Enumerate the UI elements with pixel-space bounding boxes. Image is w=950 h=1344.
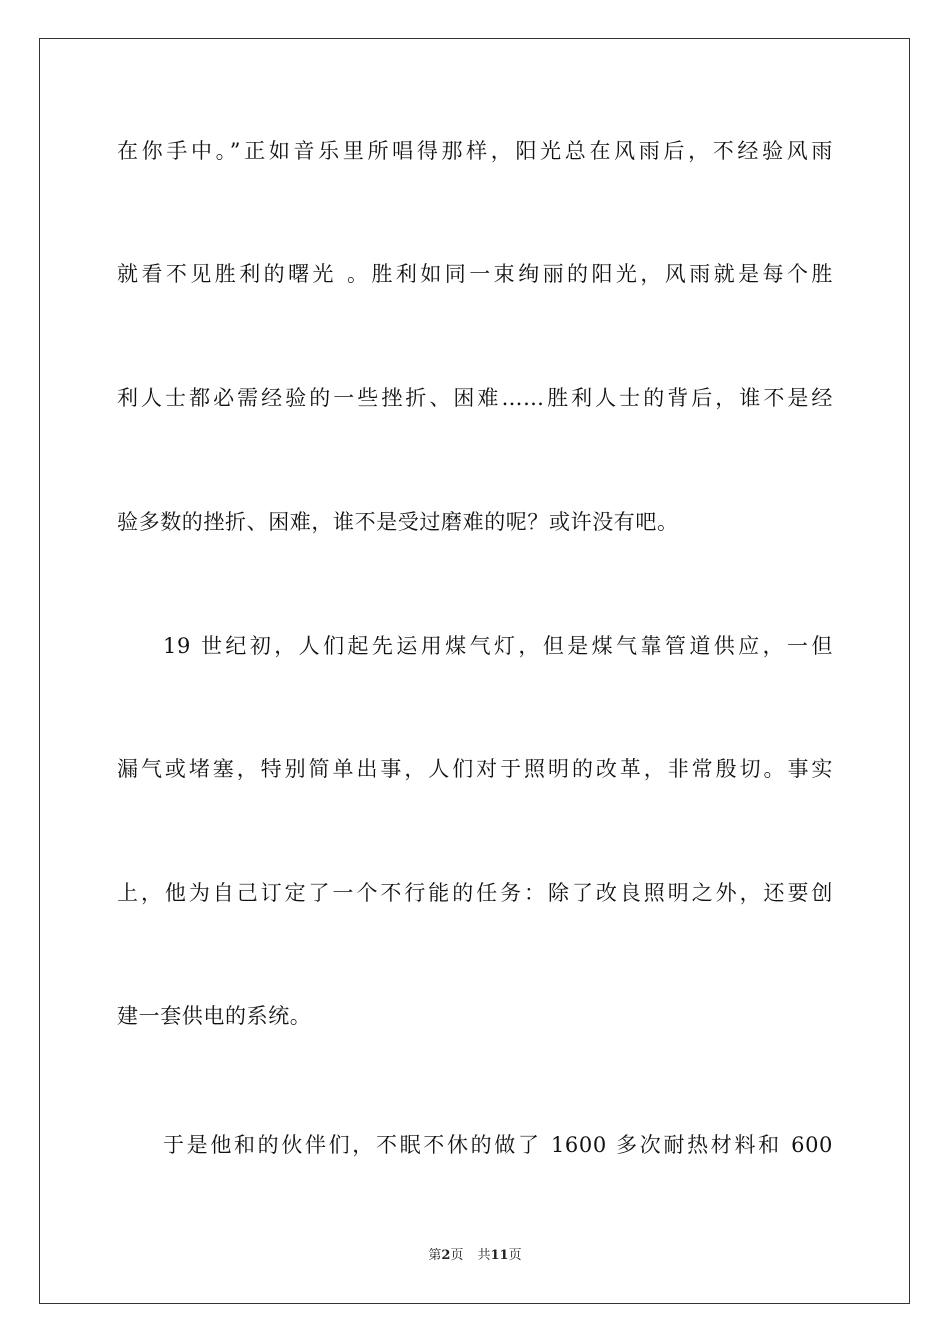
total-pages: 11 — [490, 1248, 509, 1263]
body-text-line: 漏气或堵塞，特别简单出事，人们对于照明的改革，非常殷切。事实 — [117, 757, 833, 781]
body-text-line: 验多数的挫折、困难，谁不是受过磨难的呢？或许没有吧。 — [117, 510, 679, 534]
page-footer — [0, 1247, 950, 1265]
body-text-line: 建一套供电的系统。 — [117, 1004, 312, 1028]
total-prefix: 共 — [477, 1248, 491, 1263]
body-text-line: 就看不见胜利的曙光 。胜利如同一束绚丽的阳光，风雨就是每个胜 — [117, 262, 833, 286]
body-text-line: 上，他为自己订定了一个不行能的任务：除了改良照明之外，还要创 — [117, 881, 833, 905]
body-text-line: 利人士都必需经验的一些挫折、困难……胜利人士的背后，谁不是经 — [117, 386, 833, 410]
body-text-line: 在你手中。”正如音乐里所唱得那样，阳光总在风雨后，不经验风雨 — [117, 139, 833, 163]
total-suffix: 页 — [508, 1248, 522, 1263]
page-prefix: 第 — [428, 1248, 442, 1263]
page-suffix: 页 — [450, 1248, 464, 1263]
paragraph-first-line: 于是他和的伙伴们，不眠不休的做了 1600 多次耐热材料和 600 — [163, 1133, 833, 1157]
page-number: 2 — [441, 1248, 451, 1263]
paragraph-first-line: 19 世纪初，人们起先运用煤气灯，但是煤气靠管道供应，一但 — [163, 634, 833, 658]
page-border — [39, 38, 910, 1304]
